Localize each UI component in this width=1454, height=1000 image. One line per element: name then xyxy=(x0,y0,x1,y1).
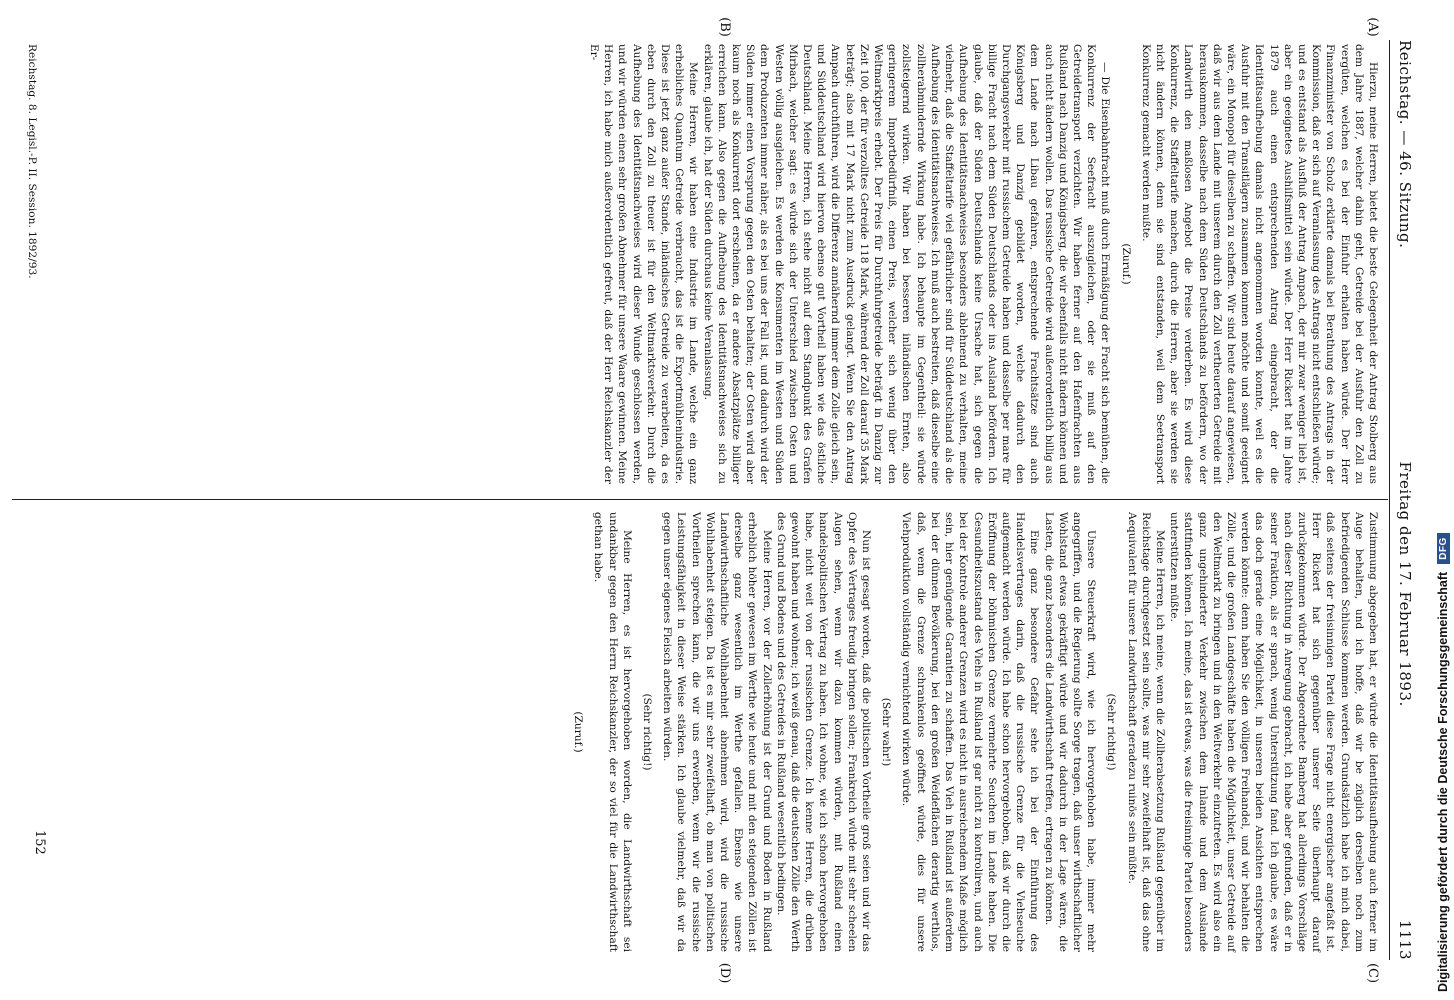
paragraph: Meine Herren, es ist hervorgehoben worden, die Landwirthschaft sei undankbar gegen den Herrn Reichskanzler, der so viel für die Landwirthschaft gethan habe. xyxy=(592,512,633,952)
paragraph: Zustimmung abgegeben hat, er würde die Identitätsaufhebung auch ferner im Auge behalten, und ich hoffe, daß wir be züglich derselben noch zum befriedigenden Schlusse kommen werden. Grundsätzlich habe ich mich dabei, daß seitens der freisinnigen Partei diese Frage nicht energischer angefaßt ist. Herr Rickert hat sich gegenüber unserer Seite überhaupt darauf zurückgekommen würde. Der Abgeordnete Bamberg hat allerdings Vorschläge nach dieser Richtung in Anregung gebracht, ich habe aber gefunden, daß er in seiner Fraktion, als er sprach, wenig Unterstützung fand. Ich glaube, es wäre das doch gerade eine Möglichkeit, in unseren beiden Ansichten entsprechen werden könnte: denn haben Sie den völligen Freihandel, und wir behalten die Zölle, und die großen Landgeschäfte haben die Möglichkeit, unser Getreide auf den Weltmarkt zu bringen und in den Weltverkehr einzutreten. Es wird also ein ganz ungehinderter Verkehr zwischen dem Inlande und dem Auslande stattfinden können. Ich meine, das ist etwas, was die freisinnige Partei besonders unterstützen müßte. xyxy=(1168,512,1379,952)
running-header xyxy=(1392,40,1418,960)
margin-marker-a: (A) xyxy=(1365,17,1380,37)
watermark-text: Digitalisierung gefördert durch die Deutsche Forschungsgemeinschaft xyxy=(1436,571,1450,992)
paragraph: Meine Herren, wir haben eine Industrie im Lande, welche ein ganz erhebliches Quantum Getreide verbraucht, das ist die Exportmühlenindustrie. Diese ist jetzt ganz außer Stande, inländisches Getreide zu verarbeiten, da es eben durch den Zoll zu theuer ist für den Weltmarktsverkehr. Durch die Aufhebung des Identitätsnachweises wird dieser Wunde geschlossen werden, und wir würden einen sehr großen Abnehmer für unsere Waare gewinnen. Meine Herren, ich habe mich außerordentlich gefreut, daß der Herr Reichskanzler der Er- xyxy=(588,44,700,484)
interjection: (Sehr richtig!) xyxy=(1105,693,1118,771)
interjection: (Zuruf.) xyxy=(1119,243,1132,285)
page-number: 1113 xyxy=(1396,919,1414,960)
signature-number: 152 xyxy=(32,830,47,855)
margin-marker-b: (B) xyxy=(717,17,732,37)
paragraph: Unsere Steuerkraft wird, wie ich hervorgehoben habe, immer mehr angegriffen, und die Regierung sollte Sorge tragen, daß unser wirthschaftlicher Wohlstand etwas gekräftigt würde und wir dadurch in der Lage wären, die Lasten, die ganz besonders die Landwirthschaft treffen, ertragen zu können. xyxy=(1042,512,1098,952)
column-divider xyxy=(12,499,1388,500)
digitization-watermark xyxy=(1432,12,1454,992)
paragraph: Hierzu, meine Herren, bietet die beste Gelegenheit der Antrag Stolberg aus dem Jahre 1887, welcher dahin geht, Getreide bei der Ausfuhr den Zoll zu vergüten, welchen es bei der Einfuhr erhalten haben würde. Der Herr Finanzminister von Scholz erklärte damals bei Berathung des Antrags in der Kommission, daß er sich auf Veranlassung des Antrags nicht entschließen würde; und es entstand als Ausfluß der Antrag Ampach, der mir zwar weniger lieb ist, aber ein geeignetes Aushilfsmittel sein würde. Der Herr Rickert hat im Jahre 1879 auch einen entsprechenden Antrag eingebracht, der die Identitätsaufhebung damals nicht angenommen worden konnte, weil es die Ausfuhr mit den Transitlägern zusammen kommen möchte und somit geeignet wäre, ein Monopol für dieselben zu schaffen. Wir sind heute darauf angewiesen, daß wir aus dem Lande mit unserem durch den Zoll vertheuerten Getreide mit herauskommen, dasselbe nach dem Süden Deutschlands zu befördern, wo der Landwirth den maßlosen Angebot die Preise verderben. Es wird diese Konkurrenz, die Staffeltarife machen, durch die Herren, aber sie werden sie nicht ändern können, denn sie sind entstanden, weil dem Seetransport Konkurrenz gemacht werden mußte. xyxy=(1139,44,1379,484)
dfg-logo: DFG xyxy=(1437,533,1450,564)
interjection: (Sehr richtig!) xyxy=(641,693,654,771)
paragraph: Eine ganz besondere Gefahr sehe ich bei der Einführung des Handelsvertrages darin, daß die russische Grenze für die Viehseuche aufgemacht werden würde. Ich habe schon hervorgehoben, daß wir durch die Eröffnung der böhmischen Grenze vermehrte Seuchen im Lande haben. Die Gesundheitszustand des Viehs in Rußland ist gar nicht zu kontroliren, und auch bei der Kontrole anderer Grenzen wird es nicht in ausreichendem Maße möglich sein, hier genügende Garantien zu schaffen. Das Vieh in Rußland ist außerdem bei der dünnen Bevölkerung, bei den großen Weideflächen derartig werthlos, daß, wenn die Grenze schrankenlos geöffnet würde, dies für unsere Viehproduktion vollständig vernichtend wirken würde. xyxy=(900,512,1041,952)
margin-marker-c: (C) xyxy=(1365,962,1380,984)
header-left: Reichstag. — 46. Sitzung. xyxy=(1396,40,1414,249)
footer-note: Reichstag. 8. Legisl.-P. II. Session. 1892/93. xyxy=(26,44,38,279)
paragraph: Meine Herren, vor der Zollerhöhung ist der Grund und Boden in Rußland erheblich höher gewesen im Werthe wie heute und mit den steigenden Zöllen ist derselbe ganz wesentlich im Werthe gefallen. Ebenso wie unsere Landwirthschaftliche Wohlhabenheit abnehmen wird, wird die russische Wohlhabenheit steigen. Da ist es mir sehr zweifelhaft, ob man von politischen Vortheilen sprechen kann, die wir uns erwerben, wenn wir die russische Leistungsfähigkeit in dieser Weise stärken. Ich glaube vielmehr, daß wir da gegen unser eigenes Fleisch arbeiten würden. xyxy=(661,512,773,952)
margin-marker-d: (D) xyxy=(717,962,732,984)
header-date: Freitag den 17. Februar 1893. xyxy=(1396,461,1414,707)
header-rule xyxy=(1389,40,1390,960)
paragraph: — Die Eisenbahnfracht muß durch Ermäßigung der Fracht sich bemühen, die Konkurrenz der Seefracht auszugleichen, oder sie muß auf den Getreidetransport verzichten. Wir haben ferner auf den Hafenfrachten aus Rußland nach Danzig und Königsberg, die wir ebenfalls nicht ändern können und auch nicht ändern wollen. Das russische Getreide wird außerordentlich billig aus dem Lande nach Libau gefahren, entsprechende Frachtsätze sind auch Königsberg und Danzig gebildet worden, welche dadurch den Durchgangsverkehr mit russischem Getreide haben und dasselbe per mare für billige Fracht nach dem Süden Deutschlands oder ins Ausland befördern. Ich glaube, daß der Süden Deutschlands keine Ursache hat, sich gegen die Aufhebung des Identitätsnachweises besonders ablehnend zu verhalten, meine vielmehr, daß die Staffeltarife viel gefährlicher sind für Süddeutschland als die Aufhebung des Identitätsnachweises. Ich muß auch bestreiten, daß dieselbe eine zollherabmindernde Wirkung habe. Ich behaupte im Gegentheil: sie würde zollsteigernd wirken. Wir haben bei besseren inländischen Ernten, also geringerem Importbedürfniß, einen Preis, welcher sich wenig über den Weltmarktpreis erhebt. Der Preis für Durchfuhrgetreide beträgt in Danzig zur Zeit 100, der für verzolltes Getreide 118 Mark, während der Zoll darauf 35 Mark beträgt; also mit 17 Mark nicht zum Ausdruck gelangt. Wenn Sie den Antrag Ampach durchführen, wird die Differenz annähernd immer dem Zolle gleich sein, und Süddeutschland wird hiervon ebenso gut Vortheil haben wie das östliche Deutschland. Meine Herren, ich stehe nicht auf dem Standpunkt des Grafen Mirbach, welcher sagt: es würde sich der Unterschied zwischen Osten und Westen völlig ausgleichen. Es werden die Konsumenten im Westen und Süden dem Produzenten immer näher, als es bei uns der Fall ist, und dadurch wird der Süden immer einen Vorsprung gegen den Osten behalten; der Osten wird aber kaum noch als Konkurrent dort erscheinen, da er andere Absatzplätze billiger erreichen kann. Also gegen die Aufhebung des Identitätsnachweises sich zu erklären, glaube ich, hat der Süden durchaus keine Veranlassung. xyxy=(701,44,1112,484)
paragraph: Meine Herren, ich meine, wenn die Zollherabsetzung Rußland gegenüber im Reichstage durchgesetzt sein sollte, was mir sehr zweifelhaft ist, daß das ohne Aequivalent für unsere Landwirthschaft geradezu ruinös sein müßte. xyxy=(1125,512,1166,952)
right-column xyxy=(565,512,1380,952)
interjection: (Zuruf.) xyxy=(572,711,585,753)
paragraph: Nun ist gesagt worden, daß die politischen Vortheile groß seien und wir das Opfer des Vertrages freudig bringen sollen; Frankreich würde mit sehr scheelen Augen sehen, wenn wir dazu kommen würden, mit Rußland einen handelspolitischen Vertrag zu haben. Ich wohne, wie ich schon hervorgehoben habe, nicht weit von der russischen Grenze. Ich kenne Herren, die drüben gewohnt haben und wohnen; ich weiß genau, daß die deutschen Zölle den Werth des Grund und Bodens und des Getreides in Rußland wesentlich bedingen. xyxy=(774,512,873,952)
left-column xyxy=(587,44,1380,484)
interjection: (Sehr wahr!) xyxy=(880,697,893,767)
